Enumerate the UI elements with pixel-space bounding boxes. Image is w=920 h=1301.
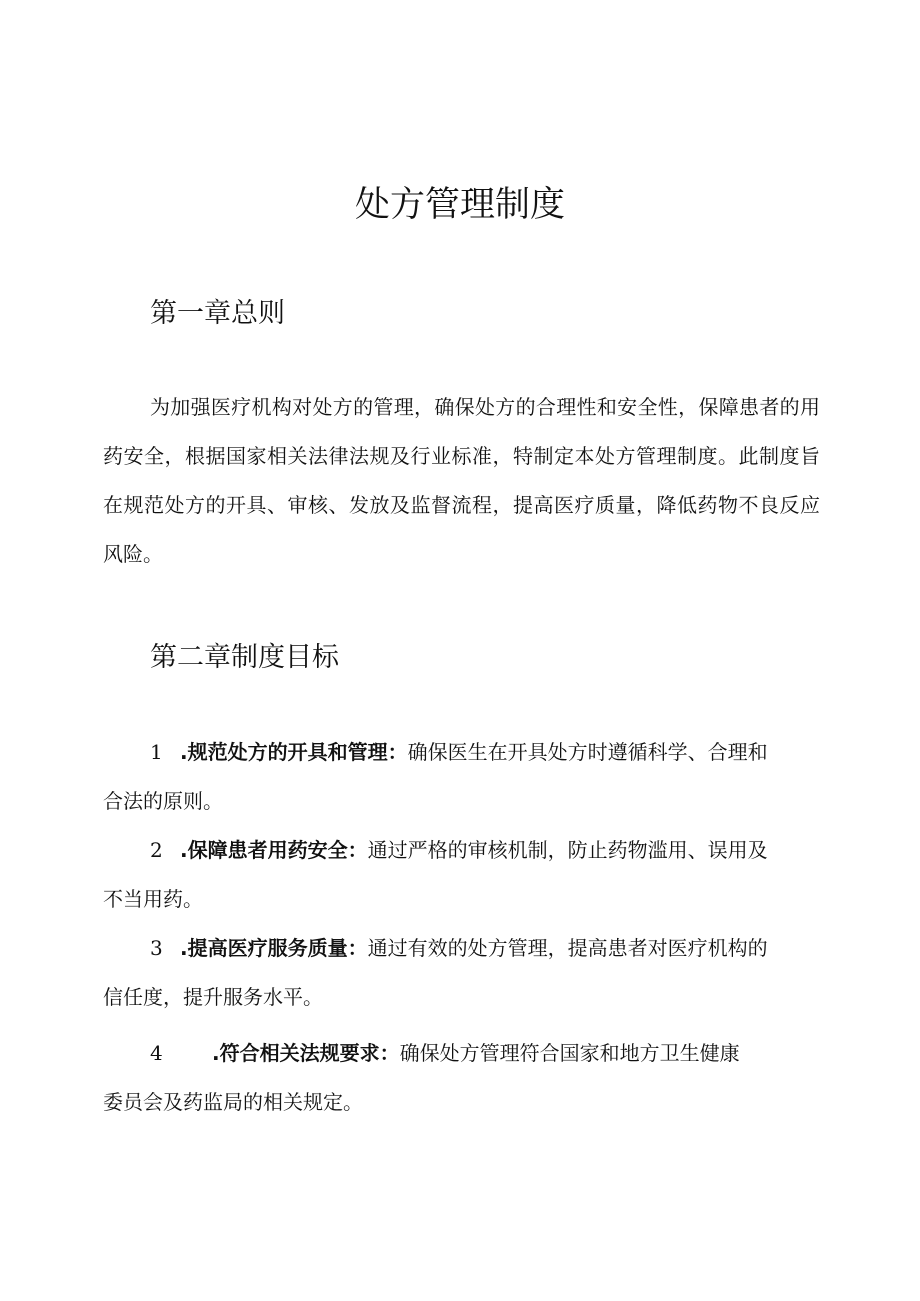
chapter-1-heading: 第一章总则 — [150, 298, 285, 329]
goal-text-line1: 确保医生在开具处方时遵循科学、合理和 — [407, 740, 768, 764]
goal-text-line2: 合法的原则。 — [103, 789, 223, 813]
goal-text-line1: 通过严格的审核机制，防止药物滥用、误用及 — [367, 838, 768, 862]
goal-item-2 — [103, 826, 820, 924]
goal-label: .保障患者用药安全： — [180, 838, 368, 862]
goal-text-line1: 通过有效的处方管理，提高患者对医疗机构的 — [367, 936, 768, 960]
goal-line-1 — [103, 924, 820, 973]
goal-number: 1 — [150, 740, 163, 764]
goal-text-line2: 委员会及药监局的相关规定。 — [103, 1090, 363, 1114]
goal-text-line2: 不当用药。 — [103, 887, 203, 911]
goal-item-3 — [103, 924, 820, 1022]
goal-text-line2: 信任度，提升服务水平。 — [103, 985, 323, 1009]
goal-label: .规范处方的开具和管理： — [180, 740, 408, 764]
goal-text-line1: 确保处方管理符合国家和地方卫生健康 — [399, 1041, 740, 1065]
goal-number: 3 — [150, 936, 163, 960]
goal-number: 2 — [150, 838, 163, 862]
goal-item-4 — [103, 1029, 820, 1127]
goal-number: 4 — [150, 1041, 163, 1065]
goal-line-1 — [103, 826, 820, 875]
goal-label: .提高医疗服务质量： — [180, 936, 368, 960]
chapter-1-paragraph: 为加强医疗机构对处方的管理，确保处方的合理性和安全性，保障患者的用药安全，根据国家相关法律法规及行业标准，特制定本处方管理制度。此制度旨在规范处方的开具、审核、发放及监督流程，提高医疗质量，降低药物不良反应风险。 — [103, 395, 820, 566]
goal-line-1 — [103, 728, 820, 777]
page-title: 处方管理制度 — [354, 185, 565, 225]
chapter-2-heading: 第二章制度目标 — [150, 642, 339, 673]
goal-item-1 — [103, 728, 820, 826]
goal-label: .符合相关法规要求： — [212, 1041, 400, 1065]
goal-line-1 — [103, 1029, 820, 1078]
